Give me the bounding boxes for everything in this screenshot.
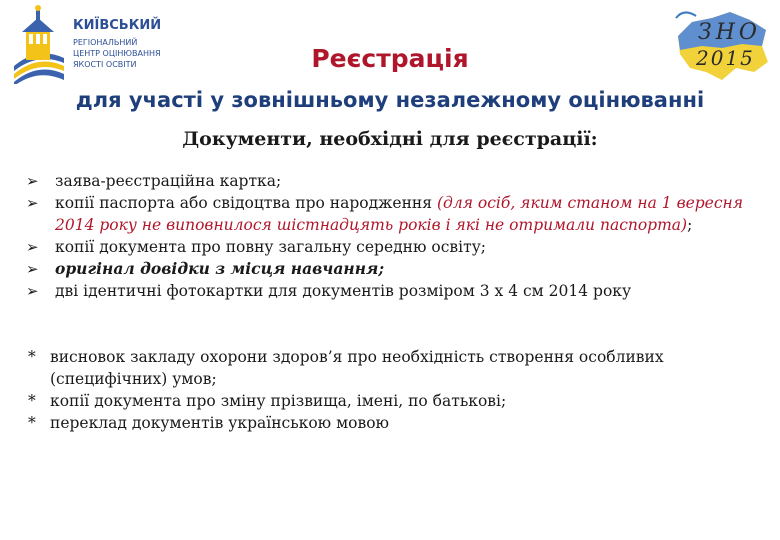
list-item-text: копії документа про зміну прізвища, імені, по батькові; <box>50 392 507 410</box>
required-documents-list <box>26 170 756 302</box>
zno-year: 2015 <box>696 46 755 70</box>
arrow-bullet-icon: ➢ <box>26 172 39 190</box>
page-subtitle: для участі у зовнішньому незалежному оцінюванні <box>75 88 705 112</box>
asterisk-bullet-icon: * <box>28 392 36 410</box>
arrow-bullet-icon: ➢ <box>26 282 39 300</box>
logo-line-3: ЦЕНТР ОЦІНЮВАННЯ <box>73 49 161 58</box>
list-item <box>26 390 756 412</box>
list-item-text: копії документа про повну загальну середню освіту; <box>55 238 487 256</box>
arrow-bullet-icon: ➢ <box>26 260 39 278</box>
list-item-suffix: ; <box>687 216 693 234</box>
list-item-text: оригінал довідки з місця навчання; <box>55 259 385 278</box>
list-item-note: (для осіб, яким станом на 1 вересня 2014 року не виповнилося шістнадцять років і які не отримали паспорта) <box>55 194 744 234</box>
page-title: Реєстрація <box>311 44 469 73</box>
logo-line-2: РЕГІОНАЛЬНИЙ <box>73 38 138 47</box>
logo-line-1: КИЇВСЬКИЙ <box>73 18 162 33</box>
list-item-text: заява-реєстраційна картка; <box>55 172 282 190</box>
logo-line-4: ЯКОСТІ ОСВІТИ <box>73 60 137 69</box>
list-item <box>26 236 756 258</box>
list-item-text: копії паспорта або свідоцтва про народження <box>55 194 437 212</box>
list-item <box>26 346 756 390</box>
list-item <box>26 280 756 302</box>
list-item <box>26 258 756 280</box>
asterisk-bullet-icon: * <box>28 414 36 432</box>
list-item <box>26 192 756 236</box>
arrow-bullet-icon: ➢ <box>26 238 39 256</box>
list-item-text: висновок закладу охорони здоров’я про необхідність створення особливих (специфічних) умов; <box>50 348 664 388</box>
list-item-text: переклад документів українською мовою <box>50 414 390 432</box>
list-item <box>26 170 756 192</box>
optional-documents-list <box>26 346 756 434</box>
list-item <box>26 412 756 434</box>
list-item-text: дві ідентичні фотокартки для документів розміром 3 х 4 см 2014 року <box>55 282 632 300</box>
zno-label: ЗНО <box>698 20 761 45</box>
asterisk-bullet-icon: * <box>28 348 36 366</box>
documents-heading: Документи, необхідні для реєстрації: <box>182 128 598 150</box>
arrow-bullet-icon: ➢ <box>26 194 39 212</box>
